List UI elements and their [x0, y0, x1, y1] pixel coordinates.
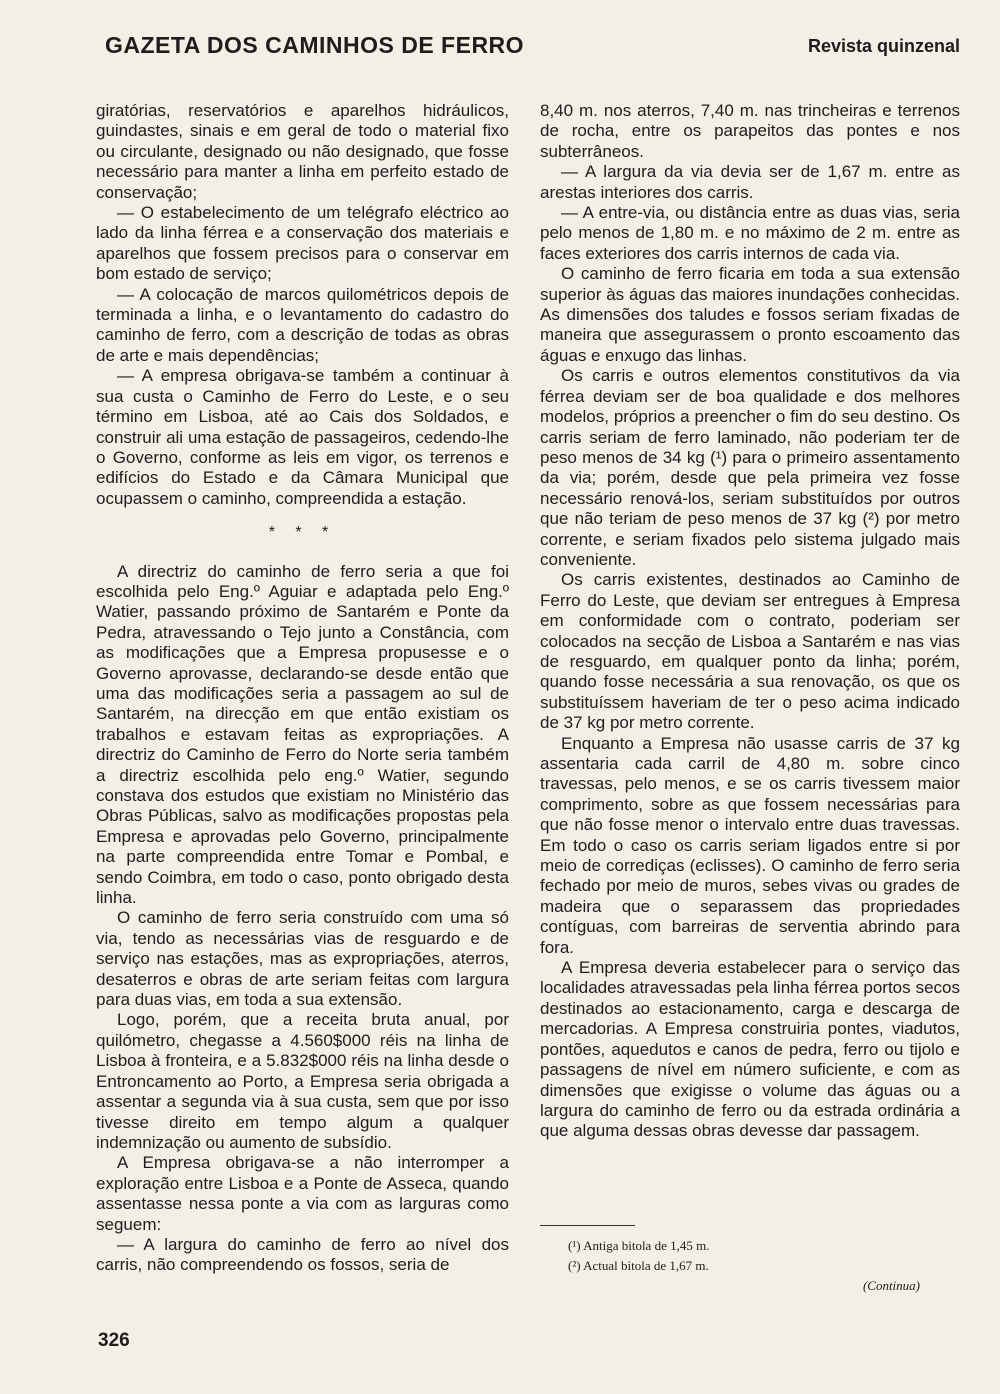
paragraph: A directriz do caminho de ferro seria a que foi escolhida pelo Eng.º Aguiar e adaptada pelo Eng.º Watier, passando próximo de Santarém e Ponte da Pedra, atravessando o Tejo junto a Constância, com as modificações que a Empresa propusesse e o Governo aprovasse, declarando-se desde então que uma das modificações seria a passagem ao sul de Santarém, na direcção em que então existiam os trabalhos e estavam feitas as expropriações. A directriz do Caminho de Ferro do Norte seria também a directriz escolhida pelo eng.º Watier, segundo constava dos estudos que existiam no Ministério das Obras Públicas, salvo as modificações propostas pela Empresa e aprovadas pelo Governo, principalmente na parte compreendida entre Tomar e Pombal, e sendo Coimbra, em todo o caso, ponto obrigado desta linha.: [96, 561, 509, 908]
paragraph: — O estabelecimento de um telégrafo eléctrico ao lado da linha férrea e a conservação dos materiais e aparelhos que fossem precisos para o conservar em bom estado de serviço;: [96, 203, 509, 284]
paragraph: — A largura da via devia ser de 1,67 m. entre as arestas interiores dos carris.: [540, 162, 960, 202]
paragraph: O caminho de ferro seria construído com uma só via, tendo as necessárias vias de resguardo e de serviço nas estações, mas as expropriações, aterros, desaterros e obras de arte seriam feitas com largura para duas vias, em toda a sua extensão.: [96, 908, 509, 1010]
paragraph: — A largura do caminho de ferro ao nível dos carris, não compreendendo os fossos, seria de: [96, 1234, 509, 1275]
paragraph: Logo, porém, que a receita bruta anual, por quilómetro, chegasse a 4.560$000 réis na linha de Lisboa à fronteira, e a 5.832$000 réis na linha desde o Entroncamento ao Porto, a Empresa seria obrigada a assentar a segunda via à sua custa, sem que por isso tivesse direito em tempo algum a qualquer indemnização ou aumento de subsídio.: [96, 1010, 509, 1152]
paragraph: — A entre-via, ou distância entre as duas vias, seria pelo menos de 1,80 m. e no máximo de 2 m. entre as faces exteriores dos carris internos de cada via.: [540, 203, 960, 263]
footnotes: [540, 1225, 960, 1294]
paragraph: — A empresa obrigava-se também a continuar à sua custa o Caminho de Ferro do Leste, e o seu término em Lisboa, até ao Cais dos Soldados, e construir ali uma estação de passageiros, cedendo-lhe o Governo, conforme as leis em vigor, os terrenos e edifícios do Estado e da Câmara Municipal que ocupassem o caminho, compreendida a estação.: [96, 366, 509, 508]
page-number: 326: [98, 1330, 130, 1351]
page-header: [105, 32, 960, 72]
footnote: (¹) Antiga bitola de 1,45 m.: [568, 1238, 710, 1253]
footnote-rule: [540, 1225, 635, 1226]
paragraph: Os carris existentes, destinados ao Caminho de Ferro do Leste, que deviam ser entregues à Empresa em conformidade com o contrato, poderiam ser colocados na secção de Lisboa a Santarém e nas vias de resguardo, em qualquer ponto da linha; porém, quando fosse necessária a sua renovação, os que os substituíssem haveriam de ter o peso acima indicado de 37 kg por metro corrente.: [540, 570, 960, 733]
paragraph: O caminho de ferro ficaria em toda a sua extensão superior às águas das maiores inundações conhecidas. As dimensões dos taludes e fossos seriam fixadas de maneira que assegurassem o pronto escoamento das águas e enxugo das linhas.: [540, 264, 960, 365]
paragraph: giratórias, reservatórios e aparelhos hidráulicos, guindastes, sinais e em geral de todo o material fixo ou circulante, designado ou não designado, que fosse necessário para manter a linha em perfeito estado de conservação;: [96, 101, 509, 202]
paragraph: — A colocação de marcos quilométricos depois de terminada a linha, e o levantamento do cadastro do caminho de ferro, com a descrição de todas as obras de arte e mais dependências;: [96, 284, 509, 365]
magazine-subtitle: Revista quinzenal: [807, 36, 960, 56]
magazine-title: GAZETA DOS CAMINHOS DE FERRO: [105, 32, 525, 58]
right-column: [540, 101, 960, 1142]
continued-note: (Continua): [862, 1278, 920, 1293]
paragraph: A Empresa deveria estabelecer para o serviço das localidades atravessadas pela linha férrea portos secos destinados ao estacionamento, carga e descarga de mercadorias. A Empresa construiria pontes, viadutos, pontões, aquedutos e canos de pedra, ferro ou tijolo e passagens de nível em número suficiente, e com as dimensões que exigisse o volume das águas ou a largura do caminho de ferro ou da estrada ordinária a que alguma dessas obras devesse dar passagem.: [540, 958, 960, 1141]
left-column: [96, 101, 509, 1276]
paragraph: Enquanto a Empresa não usasse carris de 37 kg assentaria cada carril de 4,80 m. sobre cinco travessas, pelo menos, e se os carris tivessem maior comprimento, sobre as que fossem necessárias para que não fosse menor o intervalo entre duas travessas. Em todo o caso os carris seriam ligados entre si por meio de corrediças (eclisses). O caminho de ferro seria fechado por meio de muros, sebes vivas ou grades de madeira que o separassem das propriedades contíguas, com barreiras de serventia abrindo para fora.: [540, 733, 960, 957]
paragraph: Os carris e outros elementos constitutivos da via férrea deviam ser de boa qualidade e dos melhores modelos, próprios a preencher o fim do seu destino. Os carris seriam de ferro laminado, não poderiam ter de peso menos de 34 kg (¹) para o primeiro assentamento da via; porém, desde que pela primeira vez fosse necessário renová-los, seriam substituídos por outros que não teriam de peso menos de 37 kg (²) por metro corrente, e seriam fixados pelo sistema julgado mais conveniente.: [540, 366, 960, 569]
footnote: (²) Actual bitola de 1,67 m.: [568, 1258, 709, 1273]
section-divider: * * *: [268, 524, 337, 542]
paragraph: 8,40 m. nos aterros, 7,40 m. nas trincheiras e terrenos de rocha, entre os parapeitos das pontes e nos subterrâneos.: [540, 101, 960, 161]
paragraph: A Empresa obrigava-se a não interromper a exploração entre Lisboa e a Ponte de Asseca, quando assentasse nessa ponte a via com as larguras como seguem:: [96, 1153, 509, 1234]
